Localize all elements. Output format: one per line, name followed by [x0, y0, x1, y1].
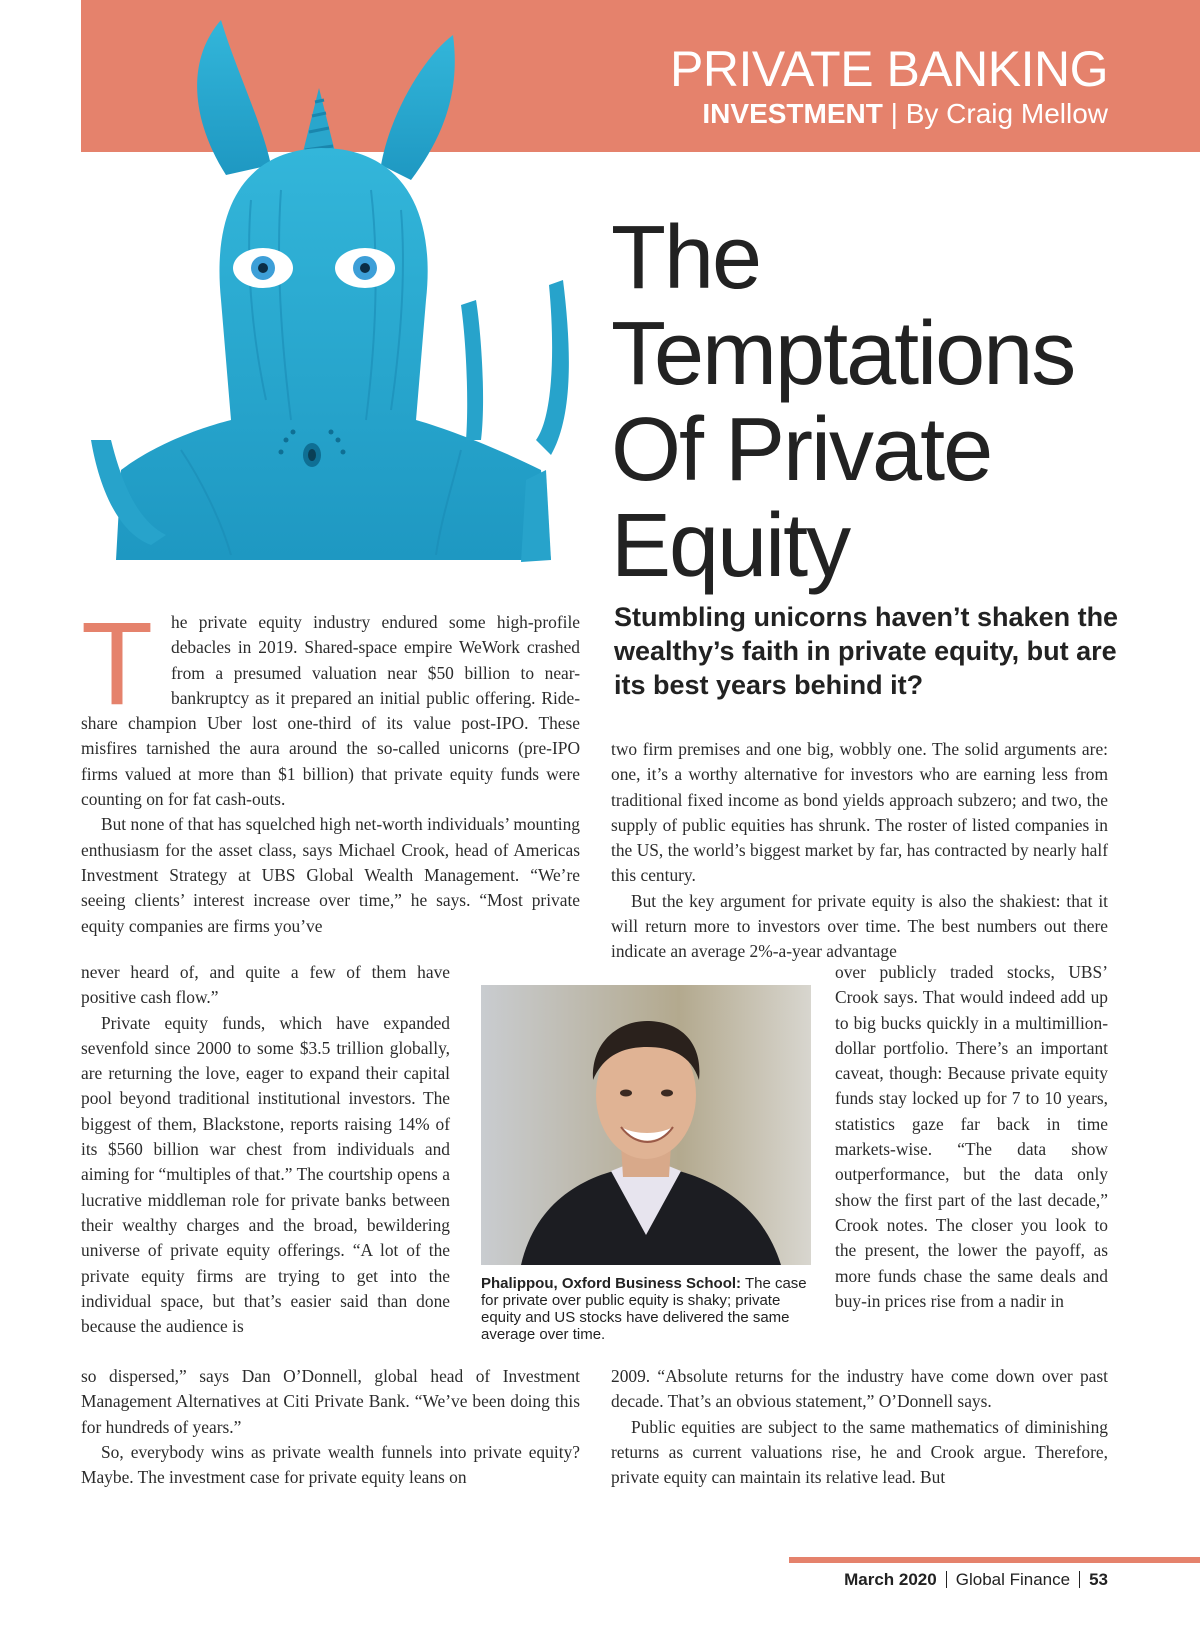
headline: The Temptations Of Private Equity [611, 208, 1075, 596]
caption-name: Phalippou, Oxford Business School: [481, 1275, 742, 1292]
left-column-narrow [81, 960, 450, 1339]
footer-rule [789, 1557, 1200, 1563]
footer-divider [1079, 1571, 1080, 1588]
paragraph: so dispersed,” says Dan O’Donnell, global head of Investment Management Alternatives at Citi Private Bank. “We’ve been doing this for hundreds of years.” [81, 1366, 580, 1437]
left-column-upper [81, 598, 580, 939]
left-column-lower [81, 1364, 580, 1490]
right-column-lower [611, 1364, 1108, 1490]
paragraph: he private equity industry endured some high-profile debacles in 2019. Shared-space empire WeWork crashed from a presumed valuation near $50 billion to near-bankruptcy as it prepared an initial public offering. Ride-share champion Uber lost one-third of its value post-IPO. These misfires tarnished the aura around the so-called unicorns (pre-IPO firms valued at more than $1 billion) that private equity funds were counting on for fat cash-outs. [81, 612, 580, 810]
category-label: INVESTMENT [702, 98, 883, 129]
unicorn-illustration [81, 0, 581, 585]
separator: | [890, 98, 898, 129]
issue-date: March 2020 [844, 1570, 937, 1589]
footer-divider [946, 1571, 947, 1588]
publication-name: Global Finance [955, 1570, 1071, 1589]
paragraph: over publicly traded stocks, UBS’ Crook says. That would indeed add up to big bucks quickly in a multimillion-dollar portfolio. There’s an important caveat, though: Because private equity funds stay locked up for 7 to 10 years, statistics gaze far back in time markets-wise. “The data show outperformance, but the data only show the first part of the last decade,” Crook notes. The closer you look to the present, the lower the payoff, as more funds chase the same deals and buy-in prices rise from a nadir in [835, 962, 1108, 1311]
portrait-photo [481, 985, 811, 1265]
paragraph: two firm premises and one big, wobbly one. The solid arguments are: one, it’s a worthy alternative for investors who are earning less from traditional fixed income as bond yields approach subzero; and two, the supply of public equities has shrunk. The roster of listed companies in the US, the world’s biggest market by far, has contracted by nearly half this century. [611, 739, 1108, 886]
byline: By Craig Mellow [905, 98, 1108, 129]
paragraph: So, everybody wins as private wealth funnels into private equity? Maybe. The investment case for private equity leans on [81, 1441, 580, 1488]
right-column-upper [611, 737, 1108, 965]
section-subtitle [702, 100, 1108, 128]
paragraph: Private equity funds, which have expanded sevenfold since 2000 to some $3.5 trillion globally, are returning the love, eager to expand their capital pool beyond traditional institutional investors. The biggest of them, Blackstone, reports raising 14% of its $560 billion war chest from individuals and aiming for “multiples of that.” The courtship opens a lucrative middleman role for private banks between their wealthy charges and the broad, bewildering universe of private equity offerings. “A lot of the private equity firms are trying to get into the individual space, but that’s easier said than done because the audience is [81, 1012, 450, 1337]
paragraph: 2009. “Absolute returns for the industry have come down over past decade. That’s an obvious statement,” O’Donnell says. [611, 1366, 1108, 1412]
photo-caption [481, 1275, 811, 1343]
caption-text: The case for private over public equity is shaky; private equity and US stocks have delivered the same average over time. [481, 1275, 807, 1343]
paragraph: never heard of, and quite a few of them have positive cash flow.” [81, 962, 450, 1008]
dek: Stumbling unicorns haven’t shaken the wealthy’s faith in private equity, but are its best years behind it? [614, 602, 1119, 700]
drop-cap: T [81, 598, 154, 730]
paragraph: Public equities are subject to the same mathematics of diminishing returns as current valuations rise, he and Crook argue. Therefore, private equity can maintain its relative lead. But [611, 1416, 1108, 1488]
paragraph: But the key argument for private equity is also the shakiest: that it will return more to investors over time. The best numbers out there indicate an average 2%-a-year advantage [611, 890, 1108, 962]
section-title: PRIVATE BANKING [670, 41, 1108, 97]
page-number: 53 [1089, 1570, 1108, 1589]
page-footer [844, 1570, 1108, 1590]
right-column-narrow [835, 960, 1108, 1314]
paragraph: But none of that has squelched high net-worth individuals’ mounting enthusiasm for the asset class, says Michael Crook, head of Americas Investment Strategy at UBS Global Wealth Management. “We’re seeing clients’ interest increase over time,” he says. “Most private equity companies are firms you’ve [81, 814, 580, 936]
